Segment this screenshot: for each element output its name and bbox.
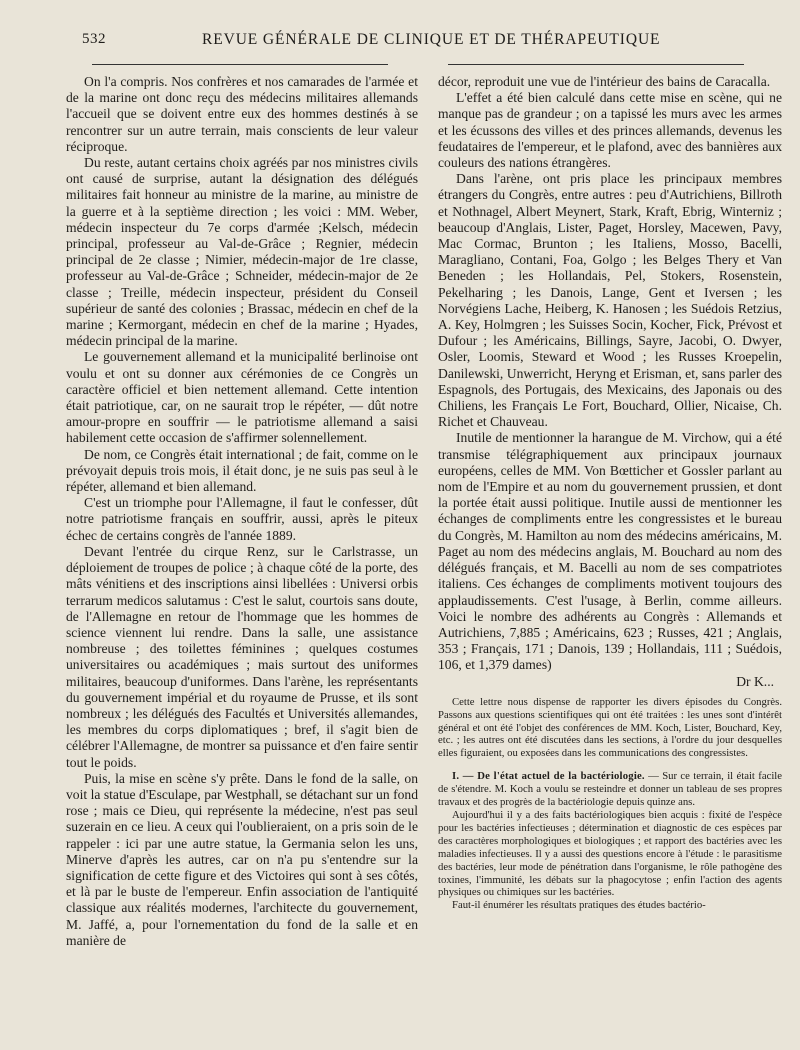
header-rule-right (448, 64, 744, 65)
paragraph: Inutile de mentionner la harangue de M. Virchow, qui a été transmise télégraphiquement aux principaux journaux européens, celles de MM. Von Bœtticher et Gossler parlant au nom de l'Empire et au nom du gouvernement prussien, et dont la portée était aussi politique. Inutile aussi de mentionner les échanges de compliments entre les congressistes et le bureau du Congrès, M. Hamilton au nom des médecins américains, M. Paget au nom des médecins anglais, M. Bouchard au nom des délégués français, et M. Bacelli au nom de ses compatriotes italiens. Ces échanges de compliments motivent toujours des applaudissements. C'est l'usage, à Berlin, comme ailleurs. Voici le nombre des adhérents au Congrès : Allemands et Autrichiens, 7,885 ; Américains, 623 ; Russes, 421 ; Anglais, 353 ; Français, 171 ; Danois, 139 ; Hollandais, 111 ; Suédois, 106, et 1,379 dames) (438, 430, 782, 673)
paragraph: C'est un triomphe pour l'Allemagne, il faut le confesser, dût notre patriotisme français en souffrir, aussi, après le piteux échec de certains congrès de l'année 1889. (66, 495, 418, 543)
header-rule-left (92, 64, 388, 65)
paragraph: Dans l'arène, ont pris place les principaux membres étrangers du Congrès, entre autres : peu d'Autrichiens, Billroth et Nothnagel, Albert Meynert, Stark, Kraft, Ebrig, Winterniz ; beaucoup d'Anglais, Lister, Paget, Horsley, Macewen, Pavy, Mac Cormac, Brunton ; les Italiens, Mosso, Bacelli, Maragliano, Contani, Foa, Golgo ; les Belges Thery et Van Beneden ; les Hollandais, Pel, Stokers, Rosenstein, Pekelharing ; les Danois, Lange, Gent et Iversen ; les Norvégiens Lache, Heiberg, K. Hanosen ; les Suédois Retzius, A. Key, Holmgren ; les Suisses Socin, Kocher, Fick, Prévost et Dufour ; les Américains, Billings, Sayre, Jacobi, O. Dwyer, Osler, Loomis, Steward et Wood ; les Russes Kroepelin, Danilewski, Unwerricht, Heryng et Erisman, et, sans parler des Espagnols, des Portugais, des Mexicains, des Japonais ou des Chiliens, les Français Le Fort, Bouchard, Ollier, Nicaise, Ch. Richet et Chauveau. (438, 171, 782, 430)
notes-section (438, 696, 782, 913)
right-column (438, 74, 782, 912)
section-heading: I. — De l'état actuel de la bactériologie. (452, 770, 645, 783)
paragraph: Du reste, autant certains choix agréés par nos ministres civils ont causé de surprise, autant la désignation des délégués militaires fait honneur au ministre de la marine, au ministre de la guerre et à la septième direction ; les voici : MM. Weber, médecin inspecteur du 7e corps d'armée ;Kelsch, médecin principal, professeur au Val-de-Grâce ; Regnier, médecin principal de 2e classe ; Nimier, médecin-major de 1re classe, professeur au Val-de-Grâce ; Schneider, médecin-major de 2e classe ; Treille, médecin inspecteur, président du Conseil supérieur de santé des colonies ; Brassac, médecin en chef de la marine ; Kermorgant, médecin en chef de la marine ; Hyades, médecin principal de la marine. (66, 155, 418, 349)
paragraph: décor, reproduit une vue de l'intérieur des bains de Caracalla. (438, 74, 771, 89)
paragraph: Puis, la mise en scène s'y prête. Dans le fond de la salle, on voit la statue d'Esculape, par Westphall, se détachant sur un fond rose ; mais ce Dieu, qui représente la médecine, n'est pas seul suzerain en ce lieu. A ceux qui l'oublieraient, on a pris soin de le rappeler : ici par une autre statue, la Germania selon les uns, Minerve d'après les autres, car on n'a pu s'entendre sur la signification de cette figure et des Victoires qui sont à ses côtés, et là par le buste de l'empereur. Enfin association de l'antiquité classique aux réalités modernes, l'architecte du gouvernement, M. Jaffé, a, pour l'ornementation du fond de la salle et en manière de (66, 770, 418, 948)
notes-paragraph: Aujourd'hui il y a des faits bactériologiques bien acquis : fixité de l'espèce pour les bactéries infectieuses ; détermination et diagnostic de ces espèces par des caractères morphologiques et biologiques ; et rapport des bactéries avec les maladies infectieuses. Il y a aussi des questions encore à l'étude : le parasitisme des bactéries, leur mode de pénétration dans l'organisme, le rôle pathogène des toxines, l'immunité, les débats sur la phagocytose ; enfin l'action des agents physiques ou chimiques sur les bactéries. (438, 808, 782, 899)
notes-intro: Cette lettre nous dispense de rapporter les divers épisodes du Congrès. Passons aux questions scientifiques qui ont été traitées : les unes sont d'intérêt général et ont été l'objet des conférences de MM. Koch, Lister, Bouchard, Key, etc. ; les autres ont été discutées dans les sections, à l'ordre du jour desquelles elles figuraient, ou exposées dans les communications des congressistes. (438, 695, 782, 760)
paragraph: Devant l'entrée du cirque Renz, sur le Carlstrasse, un déploiement de troupes de police ; à chaque côté de la porte, des mâts vénitiens et des inscriptions ainsi libellées : Universi orbis terrarum medicos salutamus : C'est le salut, courtois sans doute, de l'Allemagne en retour de l'hommage que les hommes de science viennent lui rendre. Dans la salle, une assistance nombreuse ; des toilettes féminines ; quelques costumes universitaires ou académiques ; mais surtout des uniformes militaires, beaucoup d'uniformes. Dans l'arène, les représentants du gouvernement impérial et du royaume de Prusse, et ils sont nombreux ; les délégués des Facultés et Universités allemandes, les membres du corps diplomatiques ; bref, il s'agit bien de célébrer l'Allemagne, de montrer sa puissance et d'en faire sentir tout le poids. (66, 543, 418, 770)
page-header (82, 31, 772, 53)
left-column (66, 74, 418, 949)
page-number: 532 (82, 31, 106, 47)
section-text: — Sur ce terrain, il était facile de s'étendre. M. Koch a voulu se resteindre et donner un tableau de ses propres travaux et des progrès de la bactériologie depuis quinze ans. (438, 770, 782, 809)
section-paragraph (438, 770, 782, 809)
running-title: REVUE GÉNÉRALE DE CLINIQUE ET DE THÉRAPEUTIQUE (202, 31, 661, 48)
paragraph: Le gouvernement allemand et la municipalité berlinoise ont voulu et ont su donner aux cérémonies de ce Congrès un caractère officiel et bien nettement allemand. Cette intention était patriotique, car, on ne saurait trop le répéter, — dût notre amour-propre en souffrir — le patriotisme allemand a saisi habilement cette occasion de s'affirmer solennellement. (66, 349, 418, 446)
notes-paragraph: Faut-il énumérer les résultats pratiques des études bactério- (452, 899, 706, 912)
paragraph: De nom, ce Congrès était international ; de fait, comme on le prévoyait depuis trois mois, il était donc, je ne suis pas seul à le répéter, allemand et bien allemand. (66, 446, 418, 495)
signature: Dr K... (736, 673, 774, 689)
paragraph: L'effet a été bien calculé dans cette mise en scène, qui ne manque pas de grandeur ; on a tapissé les murs avec les armes et les écussons des villes et des princes allemands, devenus les feudataires de l'empereur, et le plafond, avec des bannières aux couleurs des nations étrangères. (438, 90, 782, 171)
paragraph: On l'a compris. Nos confrères et nos camarades de l'armée et de la marine ont donc reçu des médecins militaires allemands l'accueil que se doivent entre eux des hommes destinés à se rencontrer sur un autre terrain, mais conscients de leur valeur réciproque. (66, 74, 418, 154)
